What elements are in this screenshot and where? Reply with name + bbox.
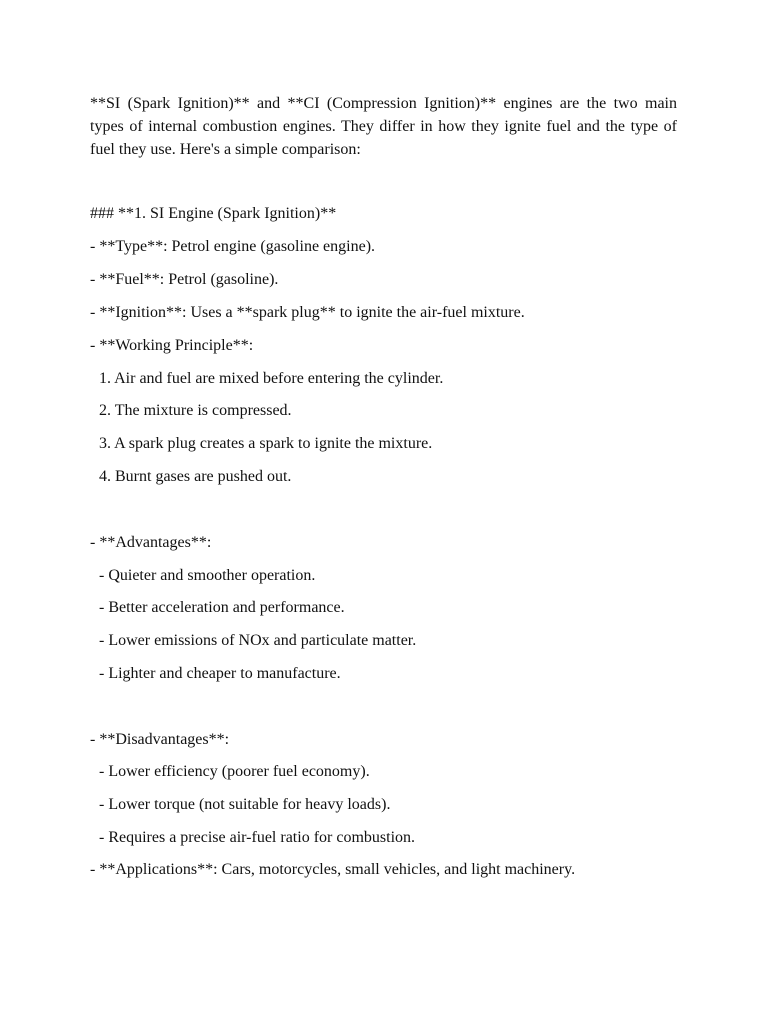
disadvantage-item: - Requires a precise air-fuel ratio for combustion. xyxy=(99,829,416,846)
disadvantage-item: - Lower efficiency (poorer fuel economy). xyxy=(99,763,370,780)
advantage-item: - Quieter and smoother operation. xyxy=(99,567,316,584)
advantage-item: - Lower emissions of NOx and particulate matter. xyxy=(99,632,417,649)
disadvantage-item: - Lower torque (not suitable for heavy loads). xyxy=(99,796,391,813)
intro-paragraph: **SI (Spark Ignition)** and **CI (Compression Ignition)** engines are the two main types of internal combustion engines. They differ in how they ignite fuel and the type of fuel they use. Here's a simple comparison: xyxy=(90,95,677,158)
advantage-item: - Better acceleration and performance. xyxy=(99,599,345,616)
working-step: 3. A spark plug creates a spark to ignite the mixture. xyxy=(99,435,433,452)
disadvantages-label: - **Disadvantages**: xyxy=(90,731,230,748)
working-step: 2. The mixture is compressed. xyxy=(99,402,292,419)
section-heading: ### **1. SI Engine (Spark Ignition)** xyxy=(90,205,337,222)
working-step: 4. Burnt gases are pushed out. xyxy=(99,468,292,485)
advantages-label: - **Advantages**: xyxy=(90,534,212,551)
advantage-item: - Lighter and cheaper to manufacture. xyxy=(99,665,341,682)
applications-line: - **Applications**: Cars, motorcycles, small vehicles, and light machinery. xyxy=(90,861,576,878)
working-principle-label: - **Working Principle**: xyxy=(90,337,254,354)
type-line: - **Type**: Petrol engine (gasoline engine). xyxy=(90,238,376,255)
ignition-line: - **Ignition**: Uses a **spark plug** to ignite the air-fuel mixture. xyxy=(90,304,525,321)
working-step: 1. Air and fuel are mixed before entering the cylinder. xyxy=(99,370,444,387)
fuel-line: - **Fuel**: Petrol (gasoline). xyxy=(90,271,279,288)
